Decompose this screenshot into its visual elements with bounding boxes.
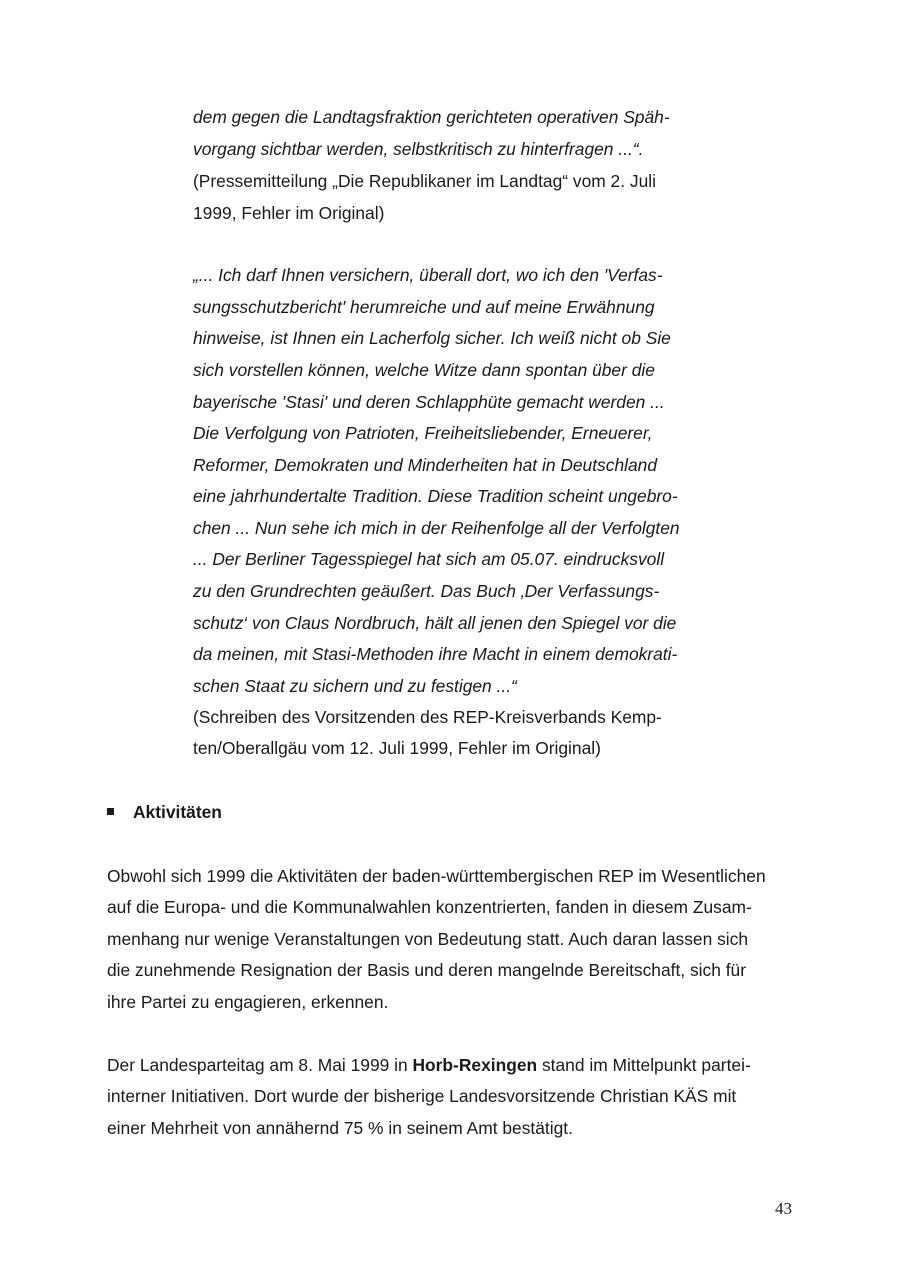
quote-source-line: (Schreiben des Vorsitzenden des REP-Kreisverbands Kemp- [193,707,662,727]
paragraph-line: auf die Europa- und die Kommunalwahlen konzentrierten, fanden in diesem Zusam- [107,897,752,917]
page-number: 43 [775,1199,792,1218]
paragraph-line: menhang nur wenige Veranstaltungen von Bedeutung statt. Auch daran lassen sich [107,929,748,949]
quote-source-line: (Pressemitteilung „Die Republikaner im Landtag“ vom 2. Juli [193,171,656,191]
paragraph-line: Obwohl sich 1999 die Aktivitäten der baden-württembergischen REP im Wesentlichen [107,866,766,886]
quote-source-line: ten/Oberallgäu vom 12. Juli 1999, Fehler im Original) [193,738,601,758]
quote-line: chen ... Nun sehe ich mich in der Reihenfolge all der Verfolgten [193,518,680,538]
quote-line: Reformer, Demokraten und Minderheiten hat in Deutschland [193,455,658,475]
square-bullet-icon [107,808,114,815]
quote-line: Die Verfolgung von Patrioten, Freiheitsliebender, Erneuerer, [193,423,653,443]
quote-line: hinweise, ist Ihnen ein Lacherfolg sicher. Ich weiß nicht ob Sie [193,328,671,348]
quote-line: dem gegen die Landtagsfraktion gerichteten operativen Späh- [193,107,670,127]
section-heading [107,802,222,822]
quote-line: sungsschutzbericht' herumreiche und auf meine Erwähnung [193,297,655,317]
paragraph-line: interner Initiativen. Dort wurde der bisherige Landesvorsitzende Christian KÄS mit [107,1086,737,1106]
quote-line: zu den Grundrechten geäußert. Das Buch ‚Der Verfassungs- [193,581,660,601]
place-name: Horb-Rexingen [412,1055,538,1075]
quote-line: „... Ich darf Ihnen versichern, überall dort, wo ich den 'Verfas- [193,265,663,285]
paragraph-line [107,1055,751,1075]
quote-line: ... Der Berliner Tagesspiegel hat sich am 05.07. eindrucksvoll [193,549,665,569]
quote-source-line: 1999, Fehler im Original) [193,203,385,223]
quote-line: schutz‘ von Claus Nordbruch, hält all jenen den Spiegel vor die [193,613,677,633]
paragraph-line: ihre Partei zu engagieren, erkennen. [107,992,389,1012]
quote-line: da meinen, mit Stasi-Methoden ihre Macht in einem demokrati- [193,644,678,664]
quote-line: schen Staat zu sichern und zu festigen ...“ [193,676,517,696]
paragraph-line: die zunehmende Resignation der Basis und deren mangelnde Bereitschaft, sich für [107,960,747,980]
paragraph-line: einer Mehrheit von annähernd 75 % in seinem Amt bestätigt. [107,1118,573,1138]
paragraph-text: stand im Mittelpunkt partei- [537,1055,751,1075]
section-heading-text: Aktivitäten [133,802,222,822]
quote-line: eine jahrhundertalte Tradition. Diese Tradition scheint ungebro- [193,486,678,506]
paragraph-text: Der Landesparteitag am 8. Mai 1999 in [107,1055,413,1075]
quote-line: bayerische 'Stasi' und deren Schlapphüte gemacht werden ... [193,392,665,412]
quote-line: sich vorstellen können, welche Witze dann spontan über die [193,360,655,380]
quote-line: vorgang sichtbar werden, selbstkritisch zu hinterfragen ...“. [193,139,644,159]
